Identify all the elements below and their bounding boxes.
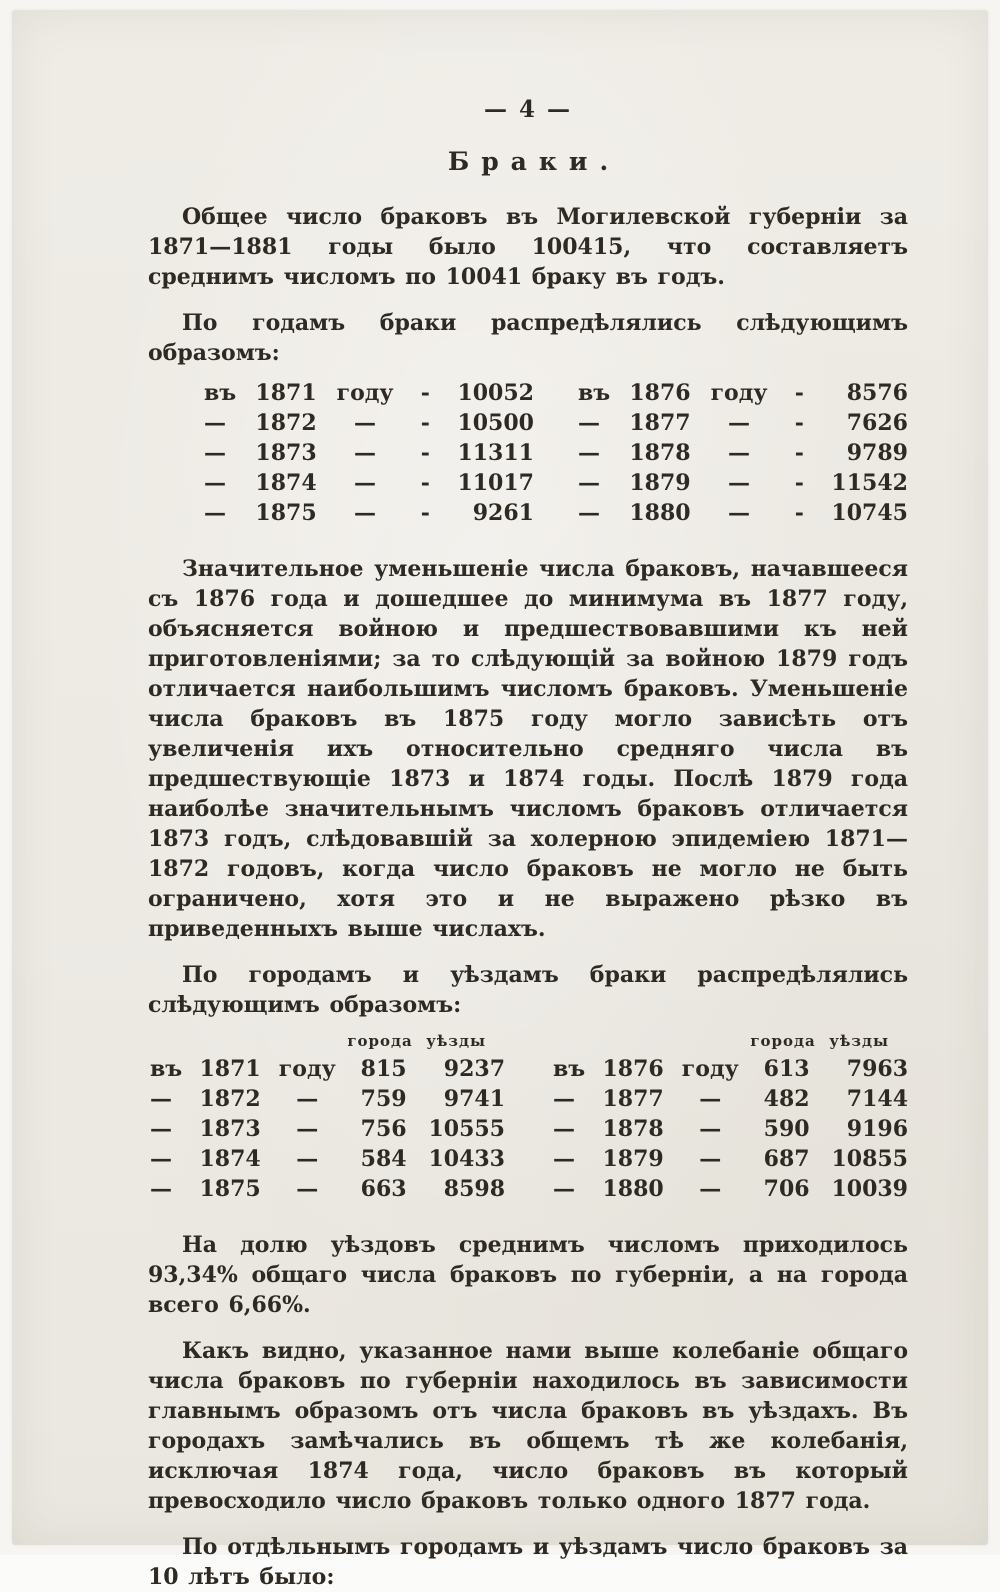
table-cell: —	[354, 470, 377, 496]
table-cell: въ	[553, 1056, 586, 1082]
paragraph-by-cities-lead: По городамъ и уѣздамъ браки распредѣлялись слѣдующимъ образомъ:	[148, 962, 908, 1018]
table-cell: 1879	[602, 1146, 664, 1172]
table-cell: 1873	[199, 1116, 261, 1142]
table-cell: —	[699, 1176, 722, 1202]
table-cell: 613	[763, 1056, 810, 1082]
table-cell: 10745	[831, 500, 908, 526]
table-cell: 9261	[472, 500, 534, 526]
table-cell: 1873	[255, 440, 317, 466]
paragraph-by-years-lead: По годамъ браки распредѣлялись слѣдующимъ образомъ:	[148, 310, 908, 366]
table-row	[150, 1032, 908, 1056]
table-cell: 1872	[199, 1086, 261, 1112]
table-cell: —	[296, 1146, 319, 1172]
table-cell: 10052	[457, 380, 534, 406]
table-cell: —	[150, 1176, 172, 1202]
table-cell: —	[296, 1086, 319, 1112]
table-cell: -	[420, 470, 430, 496]
table-cell: 1874	[199, 1146, 261, 1172]
table-cell: 10500	[457, 410, 534, 436]
table-cell: —	[296, 1176, 319, 1202]
table-cell: -	[420, 410, 430, 436]
table-cell: —	[553, 1176, 575, 1202]
table-cell: въ	[577, 380, 611, 406]
table-row	[204, 410, 908, 440]
table-cell: въ	[204, 380, 237, 406]
table-cell: —	[150, 1146, 172, 1172]
table-row	[204, 440, 908, 470]
table-cell: 1876	[629, 380, 691, 406]
table-cell: 10433	[428, 1146, 505, 1172]
table-cell: году	[710, 380, 768, 406]
table-cell: —	[577, 470, 600, 496]
table-cell: —	[699, 1116, 722, 1142]
table-row	[150, 1146, 908, 1176]
table-cell: —	[553, 1146, 575, 1172]
table-cell: 1877	[629, 410, 691, 436]
table-cell: году	[681, 1056, 739, 1082]
table-cell: 1874	[255, 470, 317, 496]
table-cell: 1877	[602, 1086, 664, 1112]
table-cell: —	[728, 410, 751, 436]
table-cell: -	[794, 410, 804, 436]
table-cell: 815	[360, 1056, 407, 1082]
table-cell: -	[420, 440, 430, 466]
table-cell: 9789	[846, 440, 908, 466]
table-row	[150, 1176, 908, 1206]
table-cell: —	[699, 1086, 722, 1112]
paragraph-analysis: Значительное уменьшеніе числа браковъ, начавшееся съ 1876 года и дошедшее до минимума въ 1877 году, объясняется войною и предшествовавшими къ ней приготовленіями; за то слѣдующій за войною 1879 годъ отличается наибольшимъ числомъ браковъ. Уменьшеніе числа браковъ въ 1875 году могло зависѣть отъ увеличенія ихъ относительно средняго числа въ предшествующіе 1873 и 1874 годы. Послѣ 1879 года наиболѣе значительнымъ числомъ браковъ отличается 1873 годъ, слѣдовавшій за холерною эпидеміею 1871—1872 годовъ, когда число браковъ не могло не быть ограничено, хотя это и не выражено рѣзко въ приведенныхъ выше числахъ.	[148, 556, 908, 942]
table-cell: 482	[763, 1086, 810, 1112]
table-row	[204, 470, 908, 500]
page-number: — 4 —	[483, 96, 573, 123]
table-body	[150, 1056, 908, 1206]
table-cell: 7963	[846, 1056, 908, 1082]
table-cell: 11017	[457, 470, 534, 496]
table-cell: 663	[360, 1176, 407, 1202]
table-cell: —	[728, 470, 751, 496]
table-cell: —	[728, 440, 751, 466]
table-cell: 1872	[255, 410, 317, 436]
table-cell: —	[553, 1116, 575, 1142]
table-cell: 1878	[602, 1116, 664, 1142]
table-cell: —	[204, 470, 226, 496]
table-cell: уѣзды	[426, 1032, 487, 1050]
table-cell: 1878	[629, 440, 691, 466]
table-cell: -	[794, 470, 804, 496]
table-cell: 1875	[199, 1176, 261, 1202]
table-cell: 10555	[428, 1116, 505, 1142]
table-row	[204, 380, 908, 410]
table-cell: 1880	[602, 1176, 664, 1202]
table-cell: 11542	[831, 470, 908, 496]
table-cell: 1879	[629, 470, 691, 496]
marriages-by-city-uezd-table	[150, 1032, 908, 1206]
table-cell: -	[794, 440, 804, 466]
table-cell: 11311	[457, 440, 534, 466]
table-cell: —	[150, 1086, 172, 1112]
table-cell: уѣзды	[829, 1032, 890, 1050]
table-cell: —	[354, 410, 377, 436]
table-row	[150, 1056, 908, 1086]
table-cell: -	[420, 380, 430, 406]
table-cell: 7144	[846, 1086, 908, 1112]
book-page	[12, 10, 988, 1590]
table-cell: -	[794, 500, 804, 526]
table-cell: 9196	[846, 1116, 908, 1142]
table-cell: 706	[763, 1176, 810, 1202]
table-cell: —	[553, 1086, 575, 1112]
table-cell: -	[420, 500, 430, 526]
paragraph-intro: Общее число браковъ въ Могилевской губерніи за 1871—1881 годы было 100415, что составляетъ среднимъ числомъ по 10041 браку въ годъ.	[148, 204, 908, 290]
table-cell: города	[750, 1032, 816, 1050]
table-cell: —	[204, 440, 226, 466]
table-cell: —	[577, 440, 600, 466]
table-cell: —	[577, 410, 600, 436]
table-cell: 10855	[831, 1146, 908, 1172]
table-row	[150, 1086, 908, 1116]
table-row	[150, 1116, 908, 1146]
table-cell: -	[794, 380, 804, 406]
table-header-row	[150, 1032, 908, 1056]
table-cell: 10039	[831, 1176, 908, 1202]
table-cell: —	[354, 440, 377, 466]
table-cell: 1871	[255, 380, 317, 406]
table-cell: году	[278, 1056, 336, 1082]
table-cell: 687	[763, 1146, 810, 1172]
table-cell: 584	[360, 1146, 407, 1172]
table-cell: 9741	[443, 1086, 505, 1112]
table-cell: 1876	[602, 1056, 664, 1082]
table-cell: —	[150, 1116, 172, 1142]
table-cell: —	[354, 500, 377, 526]
paragraph-correlation: Какъ видно, указанное нами выше колебаніе общаго числа браковъ по губерніи находилось въ зависимости главнымъ образомъ отъ числа браковъ въ уѣздахъ. Въ городахъ замѣчались въ общемъ тѣ же колебанія, исключая 1874 года, число браковъ въ который превосходило число браковъ только одного 1877 года.	[148, 1338, 908, 1514]
table-cell: —	[296, 1116, 319, 1142]
table-cell: —	[204, 410, 226, 436]
page-title: Браки.	[447, 147, 621, 176]
table-cell: 759	[360, 1086, 407, 1112]
table-cell: 8598	[443, 1176, 505, 1202]
table-cell: 8576	[846, 380, 908, 406]
table-cell: —	[699, 1146, 722, 1172]
table-cell: въ	[150, 1056, 183, 1082]
table-cell: 1871	[199, 1056, 261, 1082]
table-cell: 1875	[255, 500, 317, 526]
table-cell: 590	[763, 1116, 810, 1142]
table-cell: 9237	[443, 1056, 505, 1082]
paragraph-closing: По отдѣльнымъ городамъ и уѣздамъ число браковъ за 10 лѣтъ было:	[148, 1534, 908, 1590]
marriages-by-year-table	[204, 380, 908, 530]
table-cell: 7626	[846, 410, 908, 436]
table-cell: году	[336, 380, 394, 406]
table-cell: —	[728, 500, 751, 526]
table-cell: города	[347, 1032, 413, 1050]
table-cell: —	[577, 500, 600, 526]
table-cell: —	[204, 500, 226, 526]
paragraph-share: На долю уѣздовъ среднимъ числомъ приходилось 93,34% общаго числа браковъ по губерніи, а на города всего 6,66%.	[148, 1232, 908, 1318]
table-row	[204, 500, 908, 530]
table-cell: 756	[360, 1116, 407, 1142]
table-cell: 1880	[629, 500, 691, 526]
